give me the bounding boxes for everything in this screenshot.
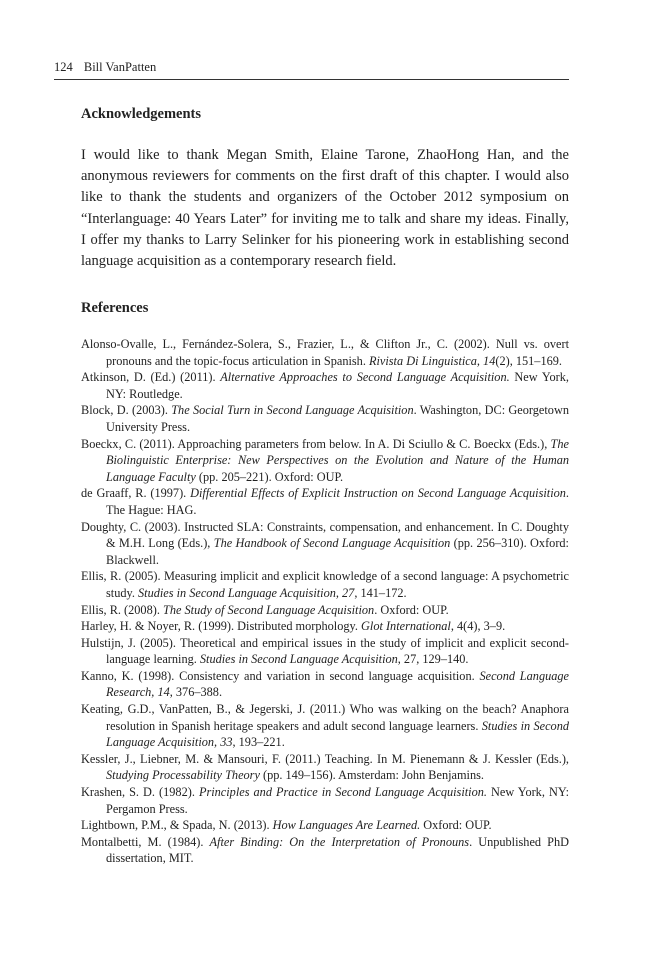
- page-number: 124: [54, 60, 73, 74]
- reference-entry: Alonso-Ovalle, L., Fernández-Solera, S., Frazier, L., & Clifton Jr., C. (2002). Null vs. overt pronouns and the topic-focus articulation in Spanish. Rivista Di Linguistica, 14(2), 151–169.: [81, 337, 569, 368]
- reference-entry: Keating, G.D., VanPatten, B., & Jegerski, J. (2011.) Who was walking on the beach? Anaphora resolution in Spanish heritage speakers and adult second language learners. Studies in Second Language Acquisition, 33, 193–221.: [81, 702, 569, 750]
- reference-entry: Ellis, R. (2005). Measuring implicit and explicit knowledge of a second language: A psychometric study. Studies in Second Language Acquisition, 27, 141–172.: [81, 569, 569, 600]
- reference-entry: Ellis, R. (2008). The Study of Second Language Acquisition. Oxford: OUP.: [81, 602, 449, 617]
- running-header: [54, 60, 569, 80]
- acknowledgements-paragraph: I would like to thank Megan Smith, Elaine Tarone, ZhaoHong Han, and the anonymous reviewers for comments on the first draft of this chapter. I would also like to thank the students and organizers of the October 2012 symposium on “Interlanguage: 40 Years Later” for inviting me to talk and share my ideas. Finally, I offer my thanks to Larry Selinker for his pioneering work in establishing second language acquisition as a contemporary research field.: [81, 147, 569, 270]
- reference-entry: Montalbetti, M. (1984). After Binding: On the Interpretation of Pronouns. Unpublished PhD dissertation, MIT.: [81, 834, 569, 866]
- reference-entry: Lightbown, P.M., & Spada, N. (2013). How Languages Are Learned. Oxford: OUP.: [81, 818, 492, 833]
- reference-entry: Block, D. (2003). The Social Turn in Second Language Acquisition. Washington, DC: Georgetown University Press.: [81, 403, 569, 434]
- reference-entry: Atkinson, D. (Ed.) (2011). Alternative Approaches to Second Language Acquisition. New York, NY: Routledge.: [81, 370, 569, 401]
- reference-entry: Kessler, J., Liebner, M. & Mansouri, F. (2011.) Teaching. In M. Pienemann & J. Kessler (Eds.), Studying Processability Theory (pp. 149–156). Amsterdam: John Benjamins.: [81, 751, 569, 783]
- reference-entry: Hulstijn, J. (2005). Theoretical and empirical issues in the study of implicit and explicit second-language learning. Studies in Second Language Acquisition, 27, 129–140.: [81, 635, 569, 667]
- references-heading: References: [81, 300, 149, 316]
- reference-entry: Kanno, K. (1998). Consistency and variation in second language acquisition. Second Language Research, 14, 376–388.: [81, 668, 569, 700]
- reference-entry: Doughty, C. (2003). Instructed SLA: Constraints, compensation, and enhancement. In C. Doughty & M.H. Long (Eds.), The Handbook of Second Language Acquisition (pp. 256–310). Oxford: Blackwell.: [81, 519, 569, 567]
- running-author: Bill VanPatten: [83, 60, 157, 74]
- reference-entry: Harley, H. & Noyer, R. (1999). Distributed morphology. Glot International, 4(4), 3–9.: [81, 619, 506, 634]
- reference-entry: Krashen, S. D. (1982). Principles and Practice in Second Language Acquisition. New York, NY: Pergamon Press.: [81, 785, 569, 816]
- references-list: [81, 336, 569, 867]
- reference-entry: de Graaff, R. (1997). Differential Effects of Explicit Instruction on Second Language Acquisition. The Hague: HAG.: [81, 486, 569, 517]
- reference-entry: Boeckx, C. (2011). Approaching parameters from below. In A. Di Sciullo & C. Boeckx (Eds.), The Biolinguistic Enterprise: New Perspectives on the Evolution and Nature of the Human Language Faculty (pp. 205–221). Oxford: OUP.: [81, 436, 569, 484]
- acknowledgements-heading: Acknowledgements: [81, 106, 202, 122]
